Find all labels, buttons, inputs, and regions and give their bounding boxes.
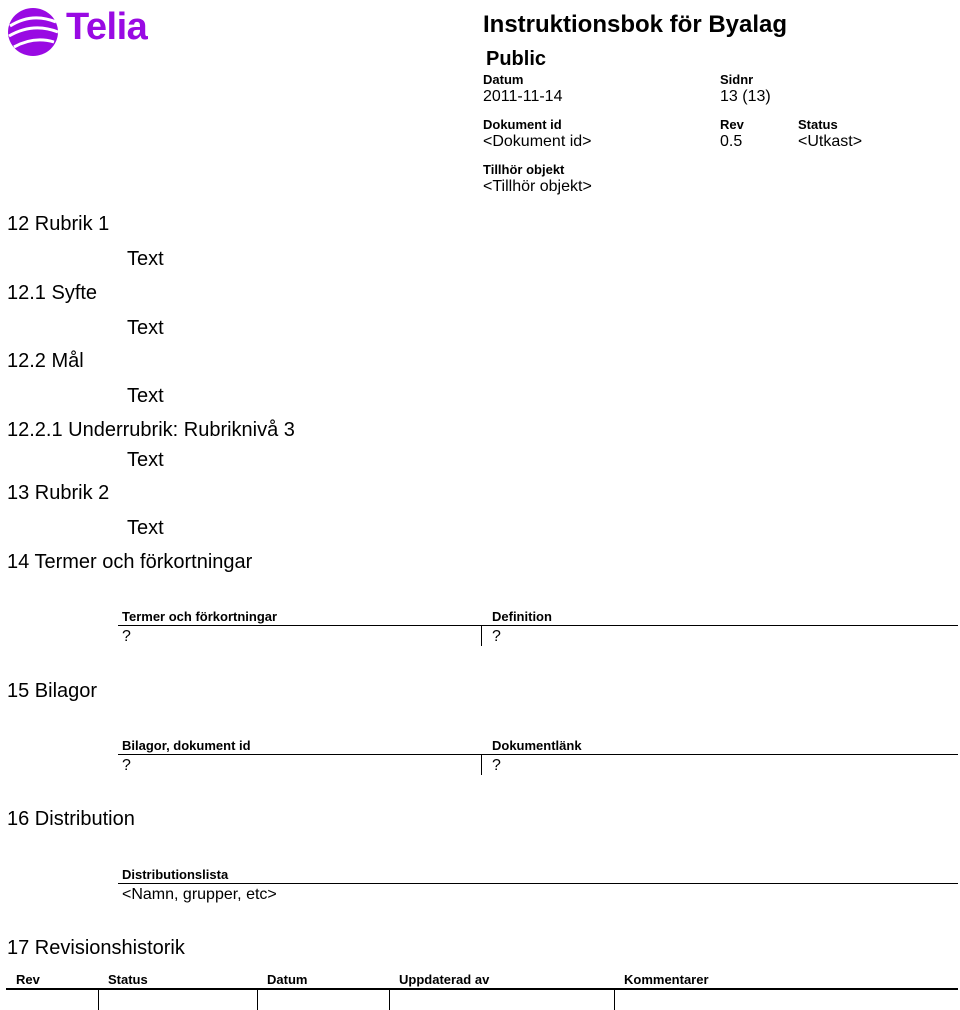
document-title: Instruktionsbok för Byalag xyxy=(483,11,788,38)
terms-table-rule xyxy=(118,625,958,626)
heading-14: 14 Termer och förkortningar xyxy=(7,551,253,573)
revision-table-header-datum: Datum xyxy=(267,972,308,987)
heading-16: 16 Distribution xyxy=(7,808,135,830)
attachments-table-header-id: Bilagor, dokument id xyxy=(122,738,251,753)
heading-12-2-1: 12.2.1 Underrubrik: Rubriknivå 3 xyxy=(7,419,295,441)
datum-label: Datum xyxy=(483,72,524,87)
dokid-label: Dokument id xyxy=(483,117,562,132)
revision-table-header-rev: Rev xyxy=(16,972,40,987)
rev-label: Rev xyxy=(720,117,744,132)
revision-table-header-status: Status xyxy=(108,972,148,987)
body-text-12-1: Text xyxy=(127,317,164,339)
revision-table-divider xyxy=(98,990,99,1010)
heading-12-2: 12.2 Mål xyxy=(7,350,84,372)
distribution-table-header: Distributionslista xyxy=(122,867,229,882)
revision-table-divider xyxy=(614,990,615,1010)
body-text-12-2-1: Text xyxy=(127,449,164,471)
terms-table-divider xyxy=(481,626,482,646)
status-label: Status xyxy=(798,117,838,132)
sidnr-value: 13 (13) xyxy=(720,88,771,105)
classification-label: Public xyxy=(486,48,547,70)
attachments-table-cell: ? xyxy=(122,757,131,774)
telia-pebble-icon xyxy=(6,4,60,58)
datum-value: 2011-11-14 xyxy=(483,88,563,105)
terms-table-header-term: Termer och förkortningar xyxy=(122,609,278,624)
heading-15: 15 Bilagor xyxy=(7,680,98,702)
body-text-12-2: Text xyxy=(127,385,164,407)
terms-table-header-definition: Definition xyxy=(492,609,552,624)
heading-12: 12 Rubrik 1 xyxy=(7,213,110,235)
attachments-table-rule xyxy=(118,754,958,755)
heading-12-1: 12.1 Syfte xyxy=(7,282,98,304)
body-text-13: Text xyxy=(127,517,164,539)
terms-table-cell: ? xyxy=(122,628,131,645)
tillhor-value: <Tillhör objekt> xyxy=(483,178,592,195)
logo-wordmark: Telia xyxy=(66,6,148,48)
attachments-table-header-link: Dokumentlänk xyxy=(492,738,582,753)
tillhor-label: Tillhör objekt xyxy=(483,162,565,177)
attachments-table-divider xyxy=(481,755,482,775)
sidnr-label: Sidnr xyxy=(720,72,754,87)
revision-table-header-comments: Kommentarer xyxy=(624,972,709,987)
heading-17: 17 Revisionshistorik xyxy=(7,937,185,959)
dokid-value: <Dokument id> xyxy=(483,133,592,150)
revision-table-header-updated-by: Uppdaterad av xyxy=(399,972,490,987)
distribution-table-rule xyxy=(118,883,958,884)
status-value: <Utkast> xyxy=(798,133,863,150)
distribution-table-value: <Namn, grupper, etc> xyxy=(122,886,277,903)
body-text-12: Text xyxy=(127,248,164,270)
revision-table-divider xyxy=(257,990,258,1010)
attachments-table-cell: ? xyxy=(492,757,501,774)
rev-value: 0.5 xyxy=(720,133,743,150)
heading-13: 13 Rubrik 2 xyxy=(7,482,110,504)
terms-table-cell: ? xyxy=(492,628,501,645)
revision-table-divider xyxy=(389,990,390,1010)
revision-table-rule xyxy=(6,988,958,990)
